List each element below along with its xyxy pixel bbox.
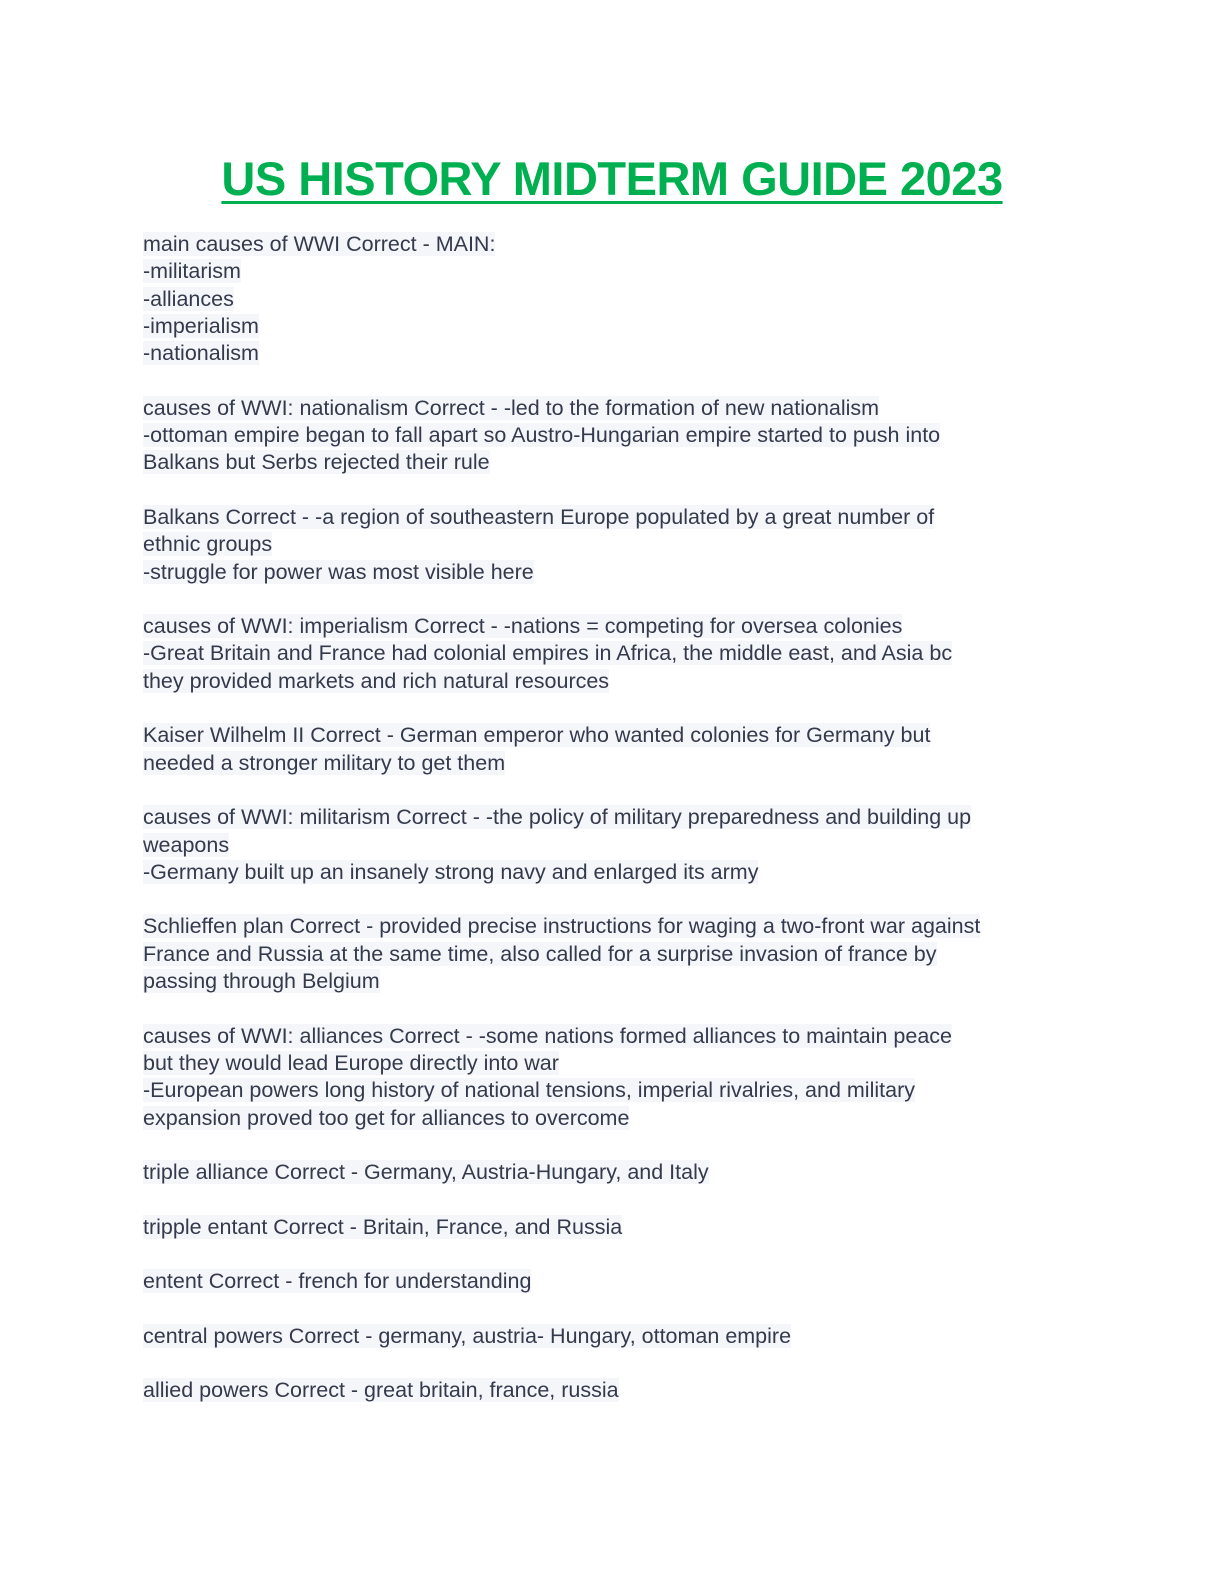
entry-line-text: Balkans Correct - -a region of southeastern Europe populated by a great number of <box>143 504 935 529</box>
study-entry <box>143 1159 1103 1186</box>
entry-line-text: ethnic groups <box>143 532 273 557</box>
entry-line-text: weapons <box>143 832 230 857</box>
entry-line <box>143 832 1103 859</box>
entry-line <box>143 231 1103 258</box>
entry-line-text: causes of WWI: imperialism Correct - -nations = competing for oversea colonies <box>143 614 903 639</box>
entry-line-text: -nationalism <box>143 341 259 366</box>
entry-line-text: entent Correct - french for understanding <box>143 1269 532 1294</box>
entry-line <box>143 750 1103 777</box>
study-entry <box>143 913 1103 995</box>
entry-line <box>143 1050 1103 1077</box>
study-entry <box>143 395 1103 477</box>
entry-line-text: -Germany built up an insanely strong navy and enlarged its army <box>143 859 759 884</box>
entry-line-text: expansion proved too get for alliances to overcome <box>143 1105 630 1130</box>
entry-line <box>143 313 1103 340</box>
entry-line-text: but they would lead Europe directly into war <box>143 1050 559 1075</box>
entry-line-text: causes of WWI: militarism Correct - -the policy of military preparedness and building up <box>143 805 972 830</box>
study-entry <box>143 613 1103 695</box>
entry-line-text: main causes of WWI Correct - MAIN: <box>143 232 496 256</box>
entry-line <box>143 640 1103 667</box>
entry-line <box>143 859 1103 886</box>
study-entry <box>143 504 1103 586</box>
document-body <box>143 231 1103 1432</box>
entry-line-text: Kaiser Wilhelm II Correct - German emperor who wanted colonies for Germany but <box>143 723 931 748</box>
study-entry <box>143 1377 1103 1404</box>
entry-line <box>143 449 1103 476</box>
entry-line-text: triple alliance Correct - Germany, Austria-Hungary, and Italy <box>143 1160 709 1185</box>
entry-line-text: -imperialism <box>143 313 259 338</box>
entry-line-text: needed a stronger military to get them <box>143 750 506 775</box>
entry-line-text: tripple entant Correct - Britain, France, and Russia <box>143 1214 623 1239</box>
entry-line-text: -struggle for power was most visible here <box>143 559 534 584</box>
entry-line <box>143 258 1103 285</box>
entry-line <box>143 422 1103 449</box>
entry-line <box>143 1159 1103 1186</box>
entry-line-text: causes of WWI: alliances Correct - -some nations formed alliances to maintain peace <box>143 1023 952 1048</box>
entry-line <box>143 913 1103 940</box>
study-entry <box>143 1268 1103 1295</box>
entry-line <box>143 1214 1103 1241</box>
entry-line <box>143 395 1103 422</box>
study-entry <box>143 1323 1103 1350</box>
entry-line-text: -ottoman empire began to fall apart so Austro-Hungarian empire started to push into <box>143 423 941 448</box>
study-entry <box>143 1214 1103 1241</box>
entry-line <box>143 613 1103 640</box>
entry-line-text: causes of WWI: nationalism Correct - -led to the formation of new nationalism <box>143 395 880 420</box>
entry-line <box>143 340 1103 367</box>
entry-line-text: France and Russia at the same time, also called for a surprise invasion of france by <box>143 941 937 966</box>
study-entry <box>143 804 1103 886</box>
document-title <box>0 150 1224 208</box>
entry-line <box>143 1023 1103 1050</box>
entry-line <box>143 722 1103 749</box>
entry-line-text: they provided markets and rich natural resources <box>143 668 610 693</box>
entry-line <box>143 1323 1103 1350</box>
entry-line <box>143 941 1103 968</box>
study-entry <box>143 1023 1103 1132</box>
entry-line-text: Balkans but Serbs rejected their rule <box>143 450 490 475</box>
entry-line-text: passing through Belgium <box>143 969 380 994</box>
entry-line <box>143 1268 1103 1295</box>
entry-line <box>143 1105 1103 1132</box>
entry-line <box>143 1377 1103 1404</box>
entry-line-text: -alliances <box>143 286 234 311</box>
entry-line <box>143 804 1103 831</box>
study-entry <box>143 722 1103 777</box>
entry-line <box>143 504 1103 531</box>
entry-line <box>143 286 1103 313</box>
study-entry <box>143 231 1103 367</box>
entry-line <box>143 968 1103 995</box>
entry-line <box>143 531 1103 558</box>
entry-line <box>143 1077 1103 1104</box>
entry-line <box>143 668 1103 695</box>
document-title-text: US HISTORY MIDTERM GUIDE 2023 <box>221 152 1003 205</box>
entry-line-text: -militarism <box>143 259 241 284</box>
entry-line <box>143 559 1103 586</box>
entry-line-text: central powers Correct - germany, austria- Hungary, ottoman empire <box>143 1323 792 1348</box>
entry-line-text: Schlieffen plan Correct - provided precise instructions for waging a two-front war against <box>143 914 981 939</box>
entry-line-text: -Great Britain and France had colonial empires in Africa, the middle east, and Asia bc <box>143 641 953 666</box>
entry-line-text: -European powers long history of national tensions, imperial rivalries, and military <box>143 1078 915 1103</box>
entry-line-text: allied powers Correct - great britain, france, russia <box>143 1378 619 1403</box>
